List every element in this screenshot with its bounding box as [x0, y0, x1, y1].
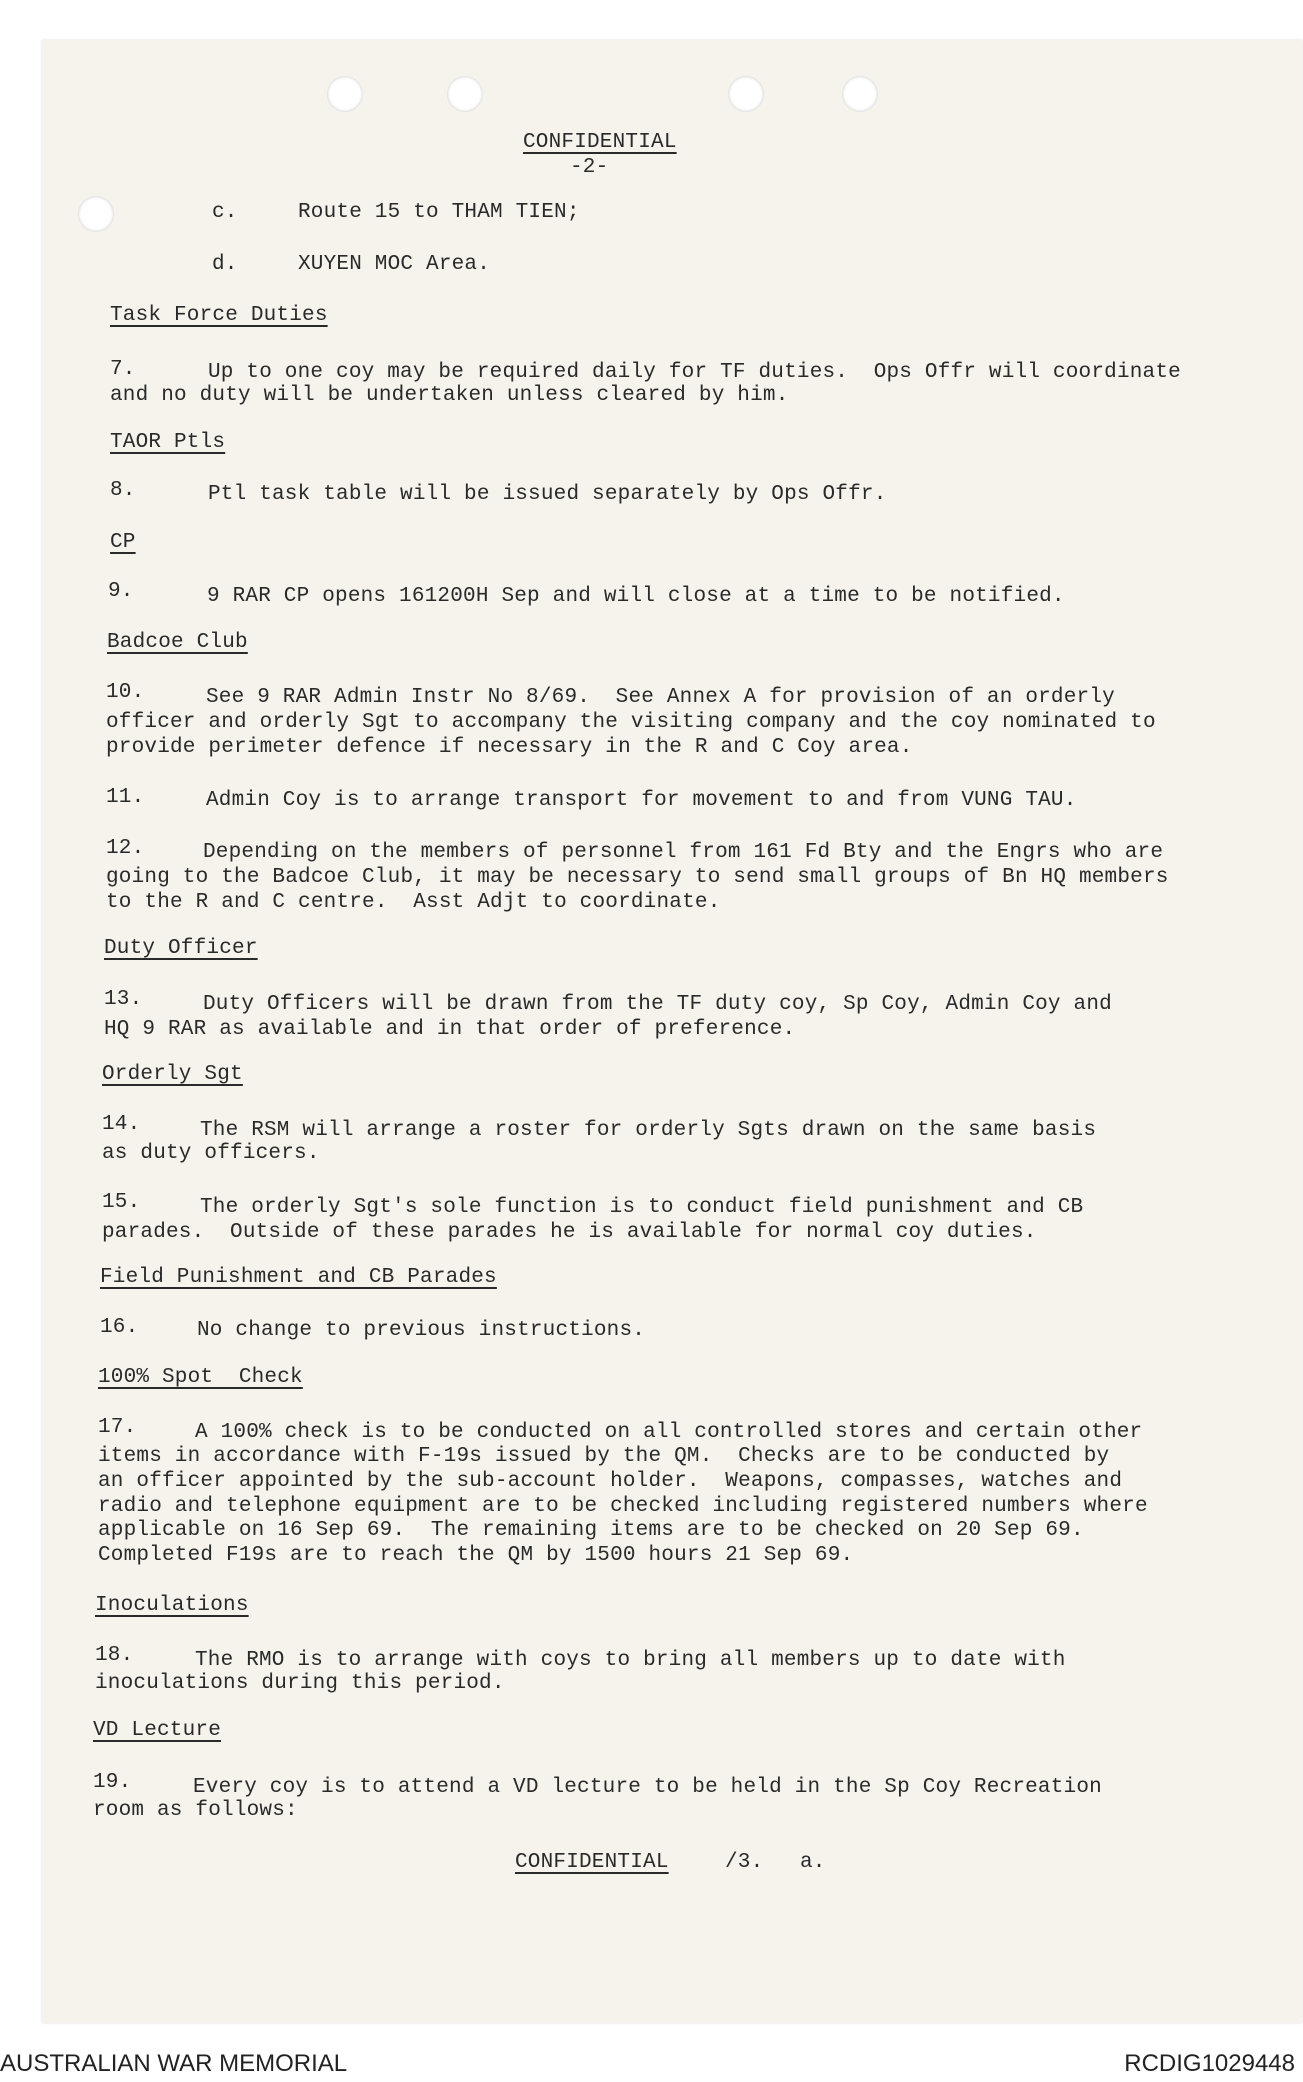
para-line: as duty officers. — [102, 1142, 320, 1165]
para-number: 9. — [108, 580, 134, 603]
heading-duty-officer: Duty Officer — [104, 937, 258, 960]
punch-hole — [728, 76, 764, 112]
para-line: Duty Officers will be drawn from the TF duty coy, Sp Coy, Admin Coy and — [203, 993, 1112, 1016]
header-classification: CONFIDENTIAL — [523, 131, 677, 154]
para-line: provide perimeter defence if necessary in the R and C Coy area. — [106, 736, 913, 759]
para-number: 18. — [95, 1644, 134, 1667]
bottom-classification: CONFIDENTIAL — [515, 1851, 669, 1874]
para-number: 10. — [106, 681, 145, 704]
heading-badcoe-club: Badcoe Club — [107, 631, 248, 654]
para-line: to the R and C centre. Asst Adjt to coordinate. — [106, 891, 721, 914]
footer-institution: AUSTRALIAN WAR MEMORIAL — [0, 2050, 348, 2077]
para-line: room as follows: — [93, 1799, 298, 1822]
para-line: Depending on the members of personnel from 161 Fd Bty and the Engrs who are — [203, 841, 1164, 864]
para-line: Completed F19s are to reach the QM by 1500 hours 21 Sep 69. — [98, 1544, 854, 1567]
punch-hole — [842, 76, 878, 112]
list-item-text: XUYEN MOC Area. — [298, 253, 491, 276]
heading-spot-check: 100% Spot Check — [98, 1366, 303, 1389]
para-line: items in accordance with F-19s issued by the QM. Checks are to be conducted by — [98, 1445, 1110, 1468]
para-number: 19. — [93, 1771, 132, 1794]
para-line: The RSM will arrange a roster for orderly Sgts drawn on the same basis — [200, 1119, 1097, 1142]
para-number: 17. — [98, 1416, 137, 1439]
list-item-text: Route 15 to THAM TIEN; — [298, 201, 580, 224]
para-line: Every coy is to attend a VD lecture to be held in the Sp Coy Recreation — [193, 1776, 1102, 1799]
heading-inoculations: Inoculations — [95, 1594, 249, 1617]
para-number: 15. — [102, 1191, 141, 1214]
para-line: Up to one coy may be required daily for TF duties. Ops Offr will coordinate — [208, 361, 1181, 384]
para-line: radio and telephone equipment are to be checked including registered numbers where — [98, 1495, 1148, 1518]
para-number: 13. — [104, 988, 143, 1011]
para-line: HQ 9 RAR as available and in that order of preference. — [104, 1018, 796, 1041]
heading-task-force-duties: Task Force Duties — [110, 304, 328, 327]
page-number: -2- — [570, 156, 609, 179]
footer-record-id: RCDIG1029448 — [1124, 2050, 1295, 2077]
para-line: inoculations during this period. — [95, 1672, 505, 1695]
heading-orderly-sgt: Orderly Sgt — [102, 1063, 243, 1086]
punch-hole — [78, 196, 114, 232]
heading-cp: CP — [110, 531, 136, 554]
heading-taor-ptls: TAOR Ptls — [110, 431, 226, 454]
para-line: No change to previous instructions. — [197, 1319, 646, 1342]
heading-vd-lecture: VD Lecture — [93, 1719, 222, 1742]
punch-hole — [327, 76, 363, 112]
para-line: and no duty will be undertaken unless cleared by him. — [110, 384, 789, 407]
list-letter: d. — [212, 253, 238, 276]
para-line: applicable on 16 Sep 69. The remaining items are to be checked on 20 Sep 69. — [98, 1519, 1084, 1542]
para-number: 8. — [110, 479, 136, 502]
para-line: parades. Outside of these parades he is available for normal coy duties. — [102, 1221, 1037, 1244]
para-number: 14. — [102, 1113, 141, 1136]
list-letter: c. — [212, 201, 238, 224]
para-number: 16. — [100, 1316, 139, 1339]
punch-hole — [447, 76, 483, 112]
para-line: 9 RAR CP opens 161200H Sep and will close at a time to be notified. — [207, 585, 1065, 608]
para-line: officer and orderly Sgt to accompany the visiting company and the coy nominated to — [106, 711, 1156, 734]
next-item-marker: a. — [800, 1851, 826, 1874]
para-line: The RMO is to arrange with coys to bring all members up to date with — [195, 1649, 1066, 1672]
para-number: 12. — [106, 837, 145, 860]
para-line: an officer appointed by the sub-account holder. Weapons, compasses, watches and — [98, 1470, 1123, 1493]
para-number: 7. — [110, 358, 136, 381]
para-line: going to the Badcoe Club, it may be necessary to send small groups of Bn HQ members — [106, 866, 1169, 889]
para-line: Admin Coy is to arrange transport for movement to and from VUNG TAU. — [206, 789, 1077, 812]
para-number: 11. — [106, 786, 145, 809]
para-line: See 9 RAR Admin Instr No 8/69. See Annex A for provision of an orderly — [206, 686, 1115, 709]
para-line: The orderly Sgt's sole function is to conduct field punishment and CB — [200, 1196, 1084, 1219]
para-line: A 100% check is to be conducted on all controlled stores and certain other — [195, 1421, 1143, 1444]
para-line: Ptl task table will be issued separately by Ops Offr. — [208, 483, 887, 506]
heading-field-punishment: Field Punishment and CB Parades — [100, 1266, 497, 1289]
next-page-marker: /3. — [725, 1851, 764, 1874]
